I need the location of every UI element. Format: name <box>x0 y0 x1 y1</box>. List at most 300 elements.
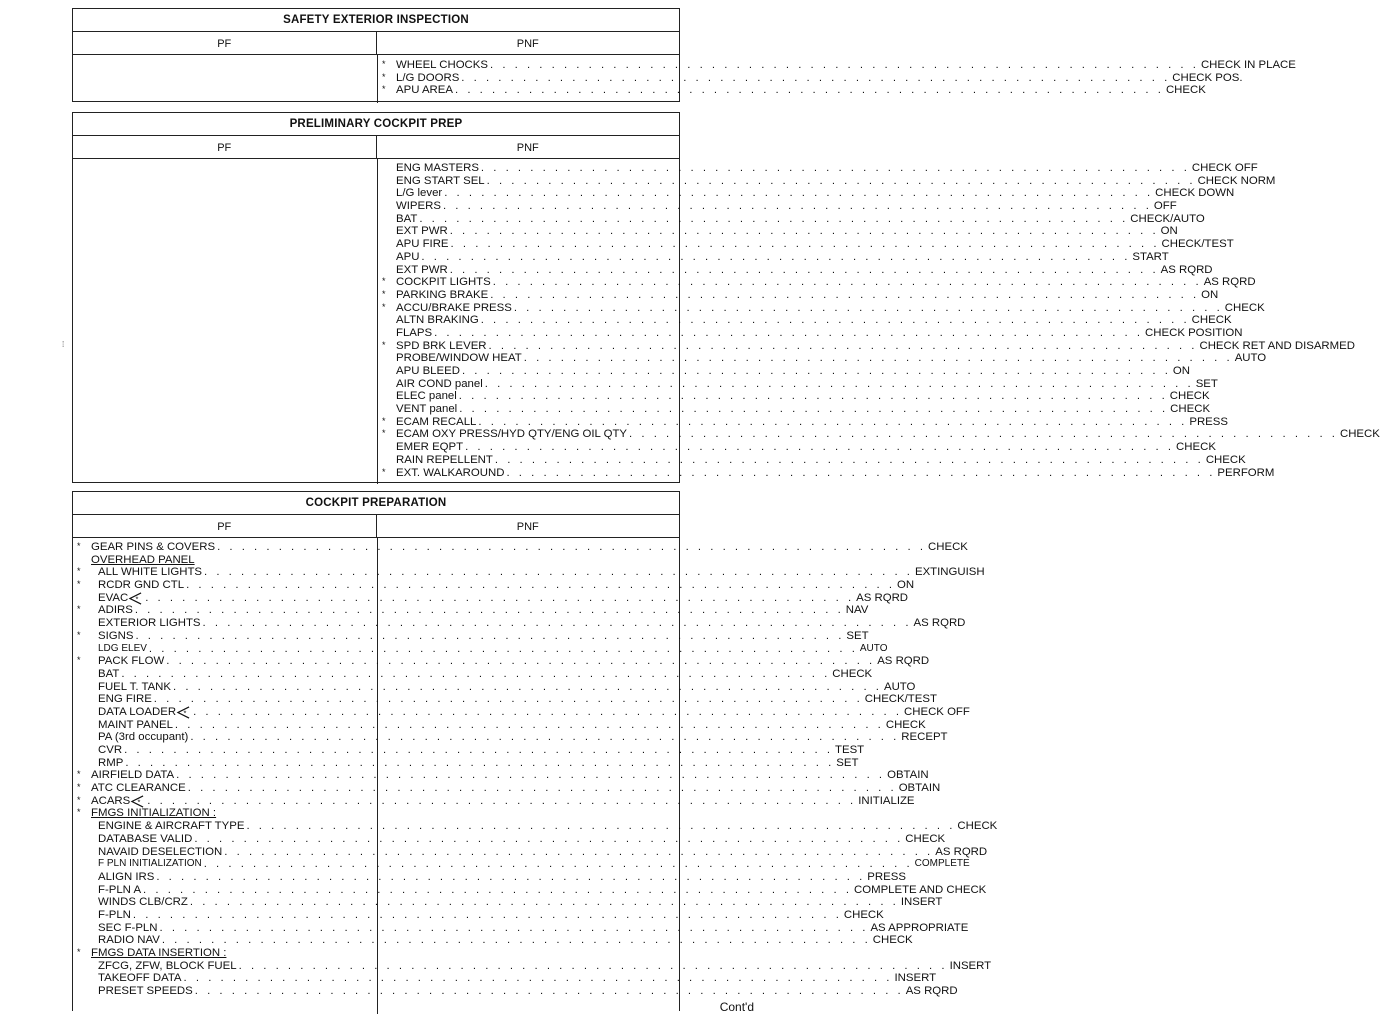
margin-mark: ⁞ <box>62 340 65 349</box>
checklist-item-label: FLAPS <box>396 326 433 339</box>
checklist-item-value: COMPLETE AND CHECK <box>854 883 987 896</box>
leader-dots: . . . . . . . . . . . . . . . . . . . . . . . . . . . . . . . . . . . . . . . . . . . . . . . . . . . . . . . . . . <box>461 365 1171 377</box>
checklist-item-label: L/G DOORS <box>396 71 460 84</box>
leader-dots: . . . . . . . . . . . . . . . . . . . . . . . . . . . . . . . . . . . . . . . . . . . . . . . . . . . . . . . . . . <box>629 428 1338 441</box>
leader-dots: . . . . . . . . . . . . . . . . . . . . . . . . . . . . . . . . . . . . . . . . . . . . . . . . . . . . . . . . . . <box>442 200 1152 213</box>
checklist-item-value: PRESS <box>1189 415 1228 428</box>
checklist-item-value: CHECK DOWN <box>1155 187 1235 200</box>
checklist-item-label: ELEC panel <box>396 390 457 403</box>
checklist-item-value: CHECK <box>832 667 873 680</box>
pnf-checklist <box>378 162 1380 479</box>
checklist-item-label: F-PLN A <box>98 883 142 896</box>
leader-dots: . . . . . . . . . . . . . . . . . . . . . . . . . . . . . . . . . . . . . . . . . . . . . . . . . . . . . . . . . . <box>187 782 897 795</box>
checklist-item-label: ALIGN IRS <box>98 870 155 883</box>
checklist-item-value: AS RQRD <box>856 591 909 604</box>
checklist-item-label: EXT PWR <box>396 225 448 238</box>
checklist-item-value: CHECK <box>1165 84 1206 97</box>
checklist-item-label: AIR COND panel <box>396 377 483 390</box>
checklist-row <box>73 845 988 859</box>
checklist-row <box>73 705 970 719</box>
checklist-item-label: ALL WHITE LIGHTS <box>98 566 203 579</box>
checklist-row <box>73 680 916 694</box>
checklist-item-label: TAKEOFF DATA <box>98 972 182 985</box>
checklist-row <box>73 566 985 579</box>
checklist-item-label: PA (3rd occupant) <box>98 731 189 744</box>
checklist-row <box>378 250 1169 264</box>
pnf-header: PNF <box>516 521 539 533</box>
checklist-item-value: CHECK <box>1339 428 1380 441</box>
checklist-row <box>73 794 915 808</box>
leader-dots: . . . . . . . . . . . . . . . . . . . . . . . . . . . . . . . . . . . . . . . . . . . . . . . . . . . . . . . . . . <box>202 617 912 630</box>
checklist-item-value: INSERT <box>949 959 992 972</box>
checklist-item-value: CHECK/TEST <box>1161 238 1234 251</box>
change-marker-icon <box>129 592 142 605</box>
checklist-item-label: NAVAID DESELECTION <box>98 845 223 858</box>
checklist-row <box>73 820 998 833</box>
checklist-row <box>73 782 941 795</box>
checklist-row <box>73 959 992 973</box>
leader-dots: . . . . . . . . . . . . . . . . . . . . . . . . . . . . . . . . . . . . . . . . . . . . . . . . . . . . . . . . . . <box>173 680 882 693</box>
leader-dots: . . . . . . . . . . . . . . . . . . . . . . . . . . . . . . . . . . . . . . . . . . . . . . . . . . . . . . . . . . <box>444 187 1154 200</box>
star-marker: * <box>77 769 81 780</box>
leader-dots: . . . . . . . . . . . . . . . . . . . . . . . . . . . . . . . . . . . . . . . . . . . . . . . . . . . . . . . . . . <box>147 794 857 807</box>
checklist-row <box>73 883 987 897</box>
star-marker: * <box>382 288 386 299</box>
checklist-item-label: PRESET SPEEDS <box>98 985 193 998</box>
star-marker: * <box>382 339 386 350</box>
checklist-item-label: WINDS CLB/CRZ <box>98 896 188 909</box>
checklist-row <box>378 339 1355 353</box>
leader-dots: . . . . . . . . . . . . . . . . . . . . . . . . . . . . . . . . . . . . . . . . . . . . . . . . . . . . . . . . . . <box>492 276 1202 289</box>
star-marker: * <box>77 807 81 818</box>
change-marker-icon <box>177 706 190 719</box>
leader-dots: . . . . . . . . . . . . . . . . . . . . . . . . . . . . . . . . . . . . . . . . . . . . . . . . . . . . . . . . . . <box>145 591 855 604</box>
leader-dots: . . . . . . . . . . . . . . . . . . . . . . . . . . . . . . . . . . . . . . . . . . . . . . . . . . . . . . . . . . <box>193 705 903 718</box>
safety-exterior-inspection-section <box>72 8 1296 102</box>
checklist-item-label: APU <box>396 250 420 263</box>
column-header-row <box>73 515 679 538</box>
checklist-row <box>378 238 1234 251</box>
leader-dots: . . . . . . . . . . . . . . . . . . . . . . . . . . . . . . . . . . . . . . . . . . . . . . . . . . . . . . . . . . <box>450 238 1160 251</box>
checklist-row <box>378 301 1265 315</box>
checklist-item-label: LDG ELEV <box>98 642 147 654</box>
pf-column <box>73 55 378 103</box>
checklist-item-label: ECAM OXY PRESS/HYD QTY/ENG OIL QTY <box>396 428 628 441</box>
leader-dots: . . . . . . . . . . . . . . . . . . . . . . . . . . . . . . . . . . . . . . . . . . . . . . . . . . . . . . . . . . <box>419 212 1129 225</box>
section-title: PRELIMINARY COCKPIT PREP <box>73 113 679 136</box>
checklist-row <box>73 591 909 605</box>
checklist-row <box>378 326 1243 340</box>
checklist-item-label: APU FIRE <box>396 238 449 251</box>
checklist-row <box>378 212 1205 226</box>
svg-text:*: * <box>135 594 139 604</box>
checklist-item-value: ON <box>1201 288 1219 301</box>
checklist-item-value: AUTO <box>859 642 888 654</box>
checklist-item-value: PERFORM <box>1217 466 1275 479</box>
star-marker: * <box>382 466 386 477</box>
checklist-item-label: SIGNS <box>98 629 134 642</box>
checklist-item-label: ATC CLEARANCE <box>91 782 186 795</box>
checklist-item-value: SET <box>836 756 859 769</box>
leader-dots: . . . . . . . . . . . . . . . . . . . . . . . . . . . . . . . . . . . . . . . . . . . . . . . . . . . . . . . . . . <box>174 718 884 731</box>
leader-dots: . . . . . . . . . . . . . . . . . . . . . . . . . . . . . . . . . . . . . . . . . . . . . . . . . . . . . . . . . . <box>246 820 956 833</box>
checklist-item-label: PROBE/WINDOW HEAT <box>396 352 522 365</box>
checklist-row <box>73 617 966 630</box>
leader-dots: . . . . . . . . . . . . . . . . . . . . . . . . . . . . . . . . . . . . . . . . . . . . . . . . . . . . . . . . . . <box>153 693 863 706</box>
checklist-item-value: CHECK OFF <box>1191 162 1258 174</box>
leader-dots: . . . . . . . . . . . . . . . . . . . . . . . . . . . . . . . . . . . . . . . . . . . . . . . . . . . . . . . . . . <box>124 744 834 756</box>
leader-dots: . . . . . . . . . . . . . . . . . . . . . . . . . . . . . . . . . . . . . . . . . . . . . . . . . . . . . . . . . . <box>203 858 913 871</box>
leader-dots: . . . . . . . . . . . . . . . . . . . . . . . . . . . . . . . . . . . . . . . . . . . . . . . . . . . . . . . . . . <box>194 832 904 845</box>
checklist-item-label: EMER EQPT <box>396 441 464 454</box>
checklist-item-label: SPD BRK LEVER <box>396 339 487 352</box>
leader-dots: . . . . . . . . . . . . . . . . . . . . . . . . . . . . . . . . . . . . . . . . . . . . . . . . . . . . . . . . . . <box>134 604 844 617</box>
checklist-item-label: PACK FLOW <box>98 655 165 668</box>
checklist-row <box>73 896 943 909</box>
checklist-item-value: CHECK <box>905 832 946 845</box>
checklist-row <box>378 352 1267 365</box>
checklist-item-label: EXTERIOR LIGHTS <box>98 617 201 630</box>
checklist-item-value: AS APPROPRIATE <box>870 921 969 934</box>
checklist-item-label: VENT panel <box>396 403 458 416</box>
star-marker: * <box>382 84 386 95</box>
checklist-item-value: TEST <box>835 744 865 756</box>
checklist-row <box>73 693 937 706</box>
checklist-item-value: AS RQRD <box>1203 276 1256 289</box>
checklist-item-value: EXTINGUISH <box>914 566 985 579</box>
checklist-row <box>73 870 906 884</box>
leader-dots: . . . . . . . . . . . . . . . . . . . . . . . . . . . . . . . . . . . . . . . . . . . . . . . . . . . . . . . . . . <box>135 629 845 642</box>
star-marker: * <box>77 629 81 640</box>
leader-dots: . . . . . . . . . . . . . . . . . . . . . . . . . . . . . . . . . . . . . . . . . . . . . . . . . . . . . . . . . . <box>190 731 900 744</box>
leader-dots: . . . . . . . . . . . . . . . . . . . . . . . . . . . . . . . . . . . . . . . . . . . . . . . . . . . . . . . . . . <box>204 566 913 579</box>
checklist-item-value: INSERT <box>900 896 943 909</box>
checklist-item-value: AUTO <box>1234 352 1267 365</box>
pnf-column <box>378 159 1380 484</box>
checklist-item-value: ON <box>897 579 915 592</box>
pnf-column <box>378 538 679 1014</box>
checklist-row <box>73 579 915 592</box>
checklist-row <box>378 84 1206 97</box>
checklist-row <box>73 756 859 770</box>
checklist-item-label: FMGS DATA INSERTION : <box>91 947 227 959</box>
checklist-item-label: FUEL T. TANK <box>98 680 172 693</box>
checklist-item-value: CHECK <box>1169 390 1210 403</box>
checklist-item-label: RCDR GND CTL <box>98 579 185 592</box>
section-title: COCKPIT PREPARATION <box>73 492 679 515</box>
checklist-item-value: NAV <box>845 604 869 617</box>
checklist-item-label: ENG FIRE <box>98 693 152 706</box>
star-marker: * <box>382 276 386 287</box>
leader-dots: . . . . . . . . . . . . . . . . . . . . . . . . . . . . . . . . . . . . . . . . . . . . . . . . . . . . . . . . . . <box>224 845 934 858</box>
leader-dots: . . . . . . . . . . . . . . . . . . . . . . . . . . . . . . . . . . . . . . . . . . . . . . . . . . . . . . . . . . <box>176 769 886 782</box>
pnf-checklist <box>378 59 1296 97</box>
leader-dots: . . . . . . . . . . . . . . . . . . . . . . . . . . . . . . . . . . . . . . . . . . . . . . . . . . . . . . . . . . <box>143 883 852 896</box>
checklist-row <box>73 908 884 922</box>
checklist-item-value: CHECK POSITION <box>1145 326 1243 339</box>
checklist-item-value: COMPLETE <box>914 858 970 870</box>
checklist-item-value: PRESS <box>867 870 906 883</box>
checklist-item-label: CVR <box>98 744 123 756</box>
checklist-row <box>378 162 1258 175</box>
checklist-row <box>378 314 1232 327</box>
leader-dots: . . . . . . . . . . . . . . . . . . . . . . . . . . . . . . . . . . . . . . . . . . . . . . . . . . . . . . . . . . <box>217 541 927 553</box>
star-marker: * <box>77 947 81 957</box>
checklist-item-value: CHECK <box>843 908 884 921</box>
checklist-row <box>73 934 913 947</box>
checklist-item-value: ON <box>1160 225 1178 238</box>
leader-dots: . . . . . . . . . . . . . . . . . . . . . . . . . . . . . . . . . . . . . . . . . . . . . . . . . . . . . . . . . . <box>125 756 835 769</box>
checklist-item-value: AUTO <box>883 680 916 693</box>
leader-dots: . . . . . . . . . . . . . . . . . . . . . . . . . . . . . . . . . . . . . . . . . . . . . . . . . . . . . . . . . . <box>194 985 904 998</box>
leader-dots: . . . . . . . . . . . . . . . . . . . . . . . . . . . . . . . . . . . . . . . . . . . . . . . . . . . . . . . . . . <box>454 84 1164 97</box>
checklist-row <box>378 276 1256 289</box>
checklist-item-label: COCKPIT LIGHTS <box>396 276 491 289</box>
leader-dots: . . . . . . . . . . . . . . . . . . . . . . . . . . . . . . . . . . . . . . . . . . . . . . . . . . . . . . . . . . <box>465 441 1175 454</box>
leader-dots: . . . . . . . . . . . . . . . . . . . . . . . . . . . . . . . . . . . . . . . . . . . . . . . . . . . . . . . . . . <box>148 642 858 655</box>
checklist-row <box>378 187 1235 200</box>
checklist-item-value: SET <box>846 629 869 642</box>
pf-header: PF <box>73 136 377 158</box>
leader-dots: . . . . . . . . . . . . . . . . . . . . . . . . . . . . . . . . . . . . . . . . . . . . . . . . . . . . . . . . . . <box>523 352 1233 365</box>
checklist-item-label: GEAR PINS & COVERS <box>91 541 216 553</box>
leader-dots: . . . . . . . . . . . . . . . . . . . . . . . . . . . . . . . . . . . . . . . . . . . . . . . . . . . . . . . . . . <box>458 390 1168 403</box>
checklist-item-label: F PLN INITIALIZATION <box>98 858 202 870</box>
checklist-item-value: ON <box>1172 365 1190 377</box>
leader-dots: . . . . . . . . . . . . . . . . . . . . . . . . . . . . . . . . . . . . . . . . . . . . . . . . . . . . . . . . . . <box>489 59 1199 71</box>
checklist-row <box>73 604 869 617</box>
checklist-item-label: DATABASE VALID <box>98 832 193 845</box>
checklist-item-value: CHECK RET AND DISARMED <box>1199 339 1355 352</box>
checklist-item-label: ADIRS <box>98 604 133 617</box>
checklist-row <box>378 403 1211 416</box>
leader-dots: . . . . . . . . . . . . . . . . . . . . . . . . . . . . . . . . . . . . . . . . . . . . . . . . . . . . . . . . . . <box>183 972 893 985</box>
checklist-item-label: ACCU/BRAKE PRESS <box>396 301 512 314</box>
leader-dots: . . . . . . . . . . . . . . . . . . . . . . . . . . . . . . . . . . . . . . . . . . . . . . . . . . . . . . . . . . <box>494 453 1204 466</box>
star-marker: * <box>77 782 81 793</box>
leader-dots: . . . . . . . . . . . . . . . . . . . . . . . . . . . . . . . . . . . . . . . . . . . . . . . . . . . . . . . . . . <box>159 921 869 934</box>
checklist-row <box>73 921 969 935</box>
checklist-item-label: RMP <box>98 756 124 769</box>
checklist-row <box>73 731 948 744</box>
leader-dots: . . . . . . . . . . . . . . . . . . . . . . . . . . . . . . . . . . . . . . . . . . . . . . . . . . . . . . . . . . <box>166 655 876 668</box>
checklist-row <box>378 390 1210 403</box>
checklist-item-label: MAINT PANEL <box>98 718 173 731</box>
checklist-row <box>378 263 1213 277</box>
leader-dots: . . . . . . . . . . . . . . . . . . . . . . . . . . . . . . . . . . . . . . . . . . . . . . . . . . . . . . . . . . <box>132 908 842 921</box>
star-marker: * <box>77 566 81 577</box>
continued-label: Cont'd <box>719 1000 754 1014</box>
checklist-item-value: CHECK <box>1224 301 1265 314</box>
leader-dots: . . . . . . . . . . . . . . . . . . . . . . . . . . . . . . . . . . . . . . . . . . . . . . . . . . . . . . . . . . <box>490 288 1200 301</box>
checklist-row <box>378 453 1246 467</box>
checklist-item-label: BAT <box>98 667 120 680</box>
pnf-header: PNF <box>516 38 539 50</box>
checklist-row <box>73 655 930 668</box>
leader-dots: . . . . . . . . . . . . . . . . . . . . . . . . . . . . . . . . . . . . . . . . . . . . . . . . . . . . . . . . . . <box>488 339 1198 352</box>
checklist-item-value: AS RQRD <box>935 845 988 858</box>
checklist-item-label: ECAM RECALL <box>396 415 477 428</box>
checklist-item-label: ALTN BRAKING <box>396 314 479 327</box>
leader-dots: . . . . . . . . . . . . . . . . . . . . . . . . . . . . . . . . . . . . . . . . . . . . . . . . . . . . . . . . . . <box>478 415 1188 428</box>
checklist-item-value: OFF <box>1153 200 1177 213</box>
checklist-item-value: CHECK POS. <box>1172 71 1243 84</box>
leader-dots: . . . . . . . . . . . . . . . . . . . . . . . . . . . . . . . . . . . . . . . . . . . . . . . . . . . . . . . . . . <box>480 162 1190 174</box>
checklist-item-value: OBTAIN <box>887 769 929 782</box>
checklist-item-value: START <box>1132 250 1169 263</box>
pf-column <box>73 159 378 484</box>
checklist-row <box>378 365 1190 378</box>
checklist-row <box>73 667 873 681</box>
checklist-item-label: AIRFIELD DATA <box>91 769 175 782</box>
checklist-item-value: AS RQRD <box>905 985 958 998</box>
checklist-item-label: ENGINE & AIRCRAFT TYPE <box>98 820 245 833</box>
column-header-row <box>73 32 679 55</box>
star-marker: * <box>382 428 386 439</box>
checklist-row <box>378 428 1380 441</box>
star-marker: * <box>77 604 81 615</box>
checklist-item-label: PARKING BRAKE <box>396 288 489 301</box>
star-marker: * <box>382 71 386 82</box>
preliminary-cockpit-prep-section <box>72 112 1380 483</box>
checklist-row <box>378 200 1177 213</box>
section-title: SAFETY EXTERIOR INSPECTION <box>73 9 679 32</box>
checklist-item-value: CHECK OFF <box>904 705 970 718</box>
pf-header: PF <box>73 515 377 537</box>
checklist-item-label: WIPERS <box>396 200 441 213</box>
leader-dots: . . . . . . . . . . . . . . . . . . . . . . . . . . . . . . . . . . . . . . . . . . . . . . . . . . . . . . . . . . <box>449 263 1159 276</box>
checklist-item-value: CHECK <box>1191 314 1232 327</box>
leader-dots: . . . . . . . . . . . . . . . . . . . . . . . . . . . . . . . . . . . . . . . . . . . . . . . . . . . . . . . . . . <box>434 326 1144 339</box>
checklist-row <box>73 947 377 960</box>
leader-dots: . . . . . . . . . . . . . . . . . . . . . . . . . . . . . . . . . . . . . . . . . . . . . . . . . . . . . . . . . . <box>506 466 1216 479</box>
leader-dots: . . . . . . . . . . . . . . . . . . . . . . . . . . . . . . . . . . . . . . . . . . . . . . . . . . . . . . . . . . <box>449 225 1159 238</box>
svg-text:*: * <box>137 797 141 807</box>
checklist-item-value: CHECK IN PLACE <box>1200 59 1296 71</box>
leader-dots: . . . . . . . . . . . . . . . . . . . . . . . . . . . . . . . . . . . . . . . . . . . . . . . . . . . . . . . . . . <box>156 870 866 883</box>
change-marker-icon <box>131 795 144 808</box>
checklist-row <box>378 71 1243 85</box>
checklist-item-value: CHECK/TEST <box>864 693 937 706</box>
checklist-item-label: F-PLN <box>98 908 131 921</box>
checklist-item-label: RAIN REPELLENT <box>396 453 493 466</box>
checklist-item-label: BAT <box>396 212 418 225</box>
checklist-item-value: RECEPT <box>901 731 948 744</box>
checklist-item-label: APU AREA <box>396 84 453 97</box>
checklist-item-label: RADIO NAV <box>98 934 160 947</box>
leader-dots: . . . . . . . . . . . . . . . . . . . . . . . . . . . . . . . . . . . . . . . . . . . . . . . . . . . . . . . . . . <box>186 579 896 592</box>
leader-dots: . . . . . . . . . . . . . . . . . . . . . . . . . . . . . . . . . . . . . . . . . . . . . . . . . . . . . . . . . . <box>238 959 948 972</box>
leader-dots: . . . . . . . . . . . . . . . . . . . . . . . . . . . . . . . . . . . . . . . . . . . . . . . . . . . . . . . . . . <box>459 403 1169 416</box>
leader-dots: . . . . . . . . . . . . . . . . . . . . . . . . . . . . . . . . . . . . . . . . . . . . . . . . . . . . . . . . . . <box>513 301 1223 314</box>
checklist-item-value: CHECK NORM <box>1197 174 1276 187</box>
checklist-row <box>73 832 946 846</box>
checklist-item-label: ENG START SEL <box>396 174 485 187</box>
checklist-row <box>73 858 970 871</box>
pnf-header: PNF <box>516 142 539 154</box>
checklist-item-value: CHECK <box>885 718 926 731</box>
checklist-row <box>73 541 968 554</box>
star-marker: * <box>77 541 81 551</box>
star-marker: * <box>77 794 81 805</box>
checklist-item-value: CHECK <box>928 541 968 553</box>
checklist-item-value: AS RQRD <box>877 655 930 668</box>
checklist-item-label: EVAC <box>98 591 129 604</box>
checklist-row <box>378 441 1216 454</box>
pf-checklist <box>73 541 998 998</box>
checklist-row <box>73 744 865 757</box>
checklist-item-label: APU BLEED <box>396 365 460 377</box>
pnf-column <box>378 55 1296 103</box>
leader-dots: . . . . . . . . . . . . . . . . . . . . . . . . . . . . . . . . . . . . . . . . . . . . . . . . . . . . . . . . . . <box>161 934 871 947</box>
leader-dots: . . . . . . . . . . . . . . . . . . . . . . . . . . . . . . . . . . . . . . . . . . . . . . . . . . . . . . . . . . <box>461 71 1171 84</box>
star-marker: * <box>77 655 81 666</box>
star-marker: * <box>77 579 81 590</box>
checklist-item-label: FMGS INITIALIZATION : <box>91 807 217 820</box>
checklist-row <box>378 415 1228 429</box>
checklist-item-value: CHECK <box>957 820 998 833</box>
checklist-item-value: INITIALIZE <box>858 794 915 807</box>
checklist-row <box>378 225 1178 238</box>
checklist-item-value: CHECK <box>1170 403 1211 416</box>
checklist-item-label: OVERHEAD PANEL <box>91 553 195 566</box>
checklist-row <box>378 377 1218 391</box>
leader-dots: . . . . . . . . . . . . . . . . . . . . . . . . . . . . . . . . . . . . . . . . . . . . . . . . . . . . . . . . . . <box>486 174 1196 187</box>
checklist-item-label: SEC F-PLN <box>98 921 158 934</box>
checklist-item-label: ENG MASTERS <box>396 162 479 174</box>
pf-header: PF <box>73 32 377 54</box>
leader-dots: . . . . . . . . . . . . . . . . . . . . . . . . . . . . . . . . . . . . . . . . . . . . . . . . . . . . . . . . . . <box>121 667 831 680</box>
checklist-row <box>378 288 1219 302</box>
checklist-row <box>73 972 937 985</box>
checklist-row <box>73 629 869 643</box>
section-body <box>73 55 1296 103</box>
checklist-item-label: ZFCG, ZFW, BLOCK FUEL <box>98 959 237 972</box>
checklist-item-value: OBTAIN <box>898 782 941 795</box>
leader-dots: . . . . . . . . . . . . . . . . . . . . . . . . . . . . . . . . . . . . . . . . . . . . . . . . . . . . . . . . . . <box>189 896 899 909</box>
leader-dots: . . . . . . . . . . . . . . . . . . . . . . . . . . . . . . . . . . . . . . . . . . . . . . . . . . . . . . . . . . <box>484 377 1194 390</box>
checklist-item-value: CHECK <box>872 934 913 947</box>
checklist-item-label: EXT. WALKAROUND <box>396 466 505 479</box>
column-header-row <box>73 136 679 159</box>
checklist-row <box>73 642 888 656</box>
svg-text:*: * <box>183 708 187 718</box>
checklist-item-value: SET <box>1195 377 1218 390</box>
checklist-item-value: CHECK/AUTO <box>1130 212 1205 225</box>
checklist-row <box>378 174 1276 188</box>
checklist-row <box>73 554 377 567</box>
checklist-item-label: EXT PWR <box>396 263 448 276</box>
checklist-item-value: CHECK <box>1205 453 1246 466</box>
checklist-row <box>73 807 377 820</box>
checklist-row <box>73 985 958 998</box>
star-marker: * <box>382 301 386 312</box>
checklist-row <box>73 769 929 782</box>
checklist-item-value: AS RQRD <box>1160 263 1213 276</box>
checklist-row <box>378 59 1296 72</box>
checklist-row <box>73 718 926 732</box>
checklist-item-value: INSERT <box>894 972 937 985</box>
checklist-item-label: DATA LOADER <box>98 705 177 718</box>
checklist-item-label: ACARS <box>91 794 131 807</box>
star-marker: * <box>382 415 386 426</box>
leader-dots: . . . . . . . . . . . . . . . . . . . . . . . . . . . . . . . . . . . . . . . . . . . . . . . . . . . . . . . . . . <box>421 250 1131 263</box>
leader-dots: . . . . . . . . . . . . . . . . . . . . . . . . . . . . . . . . . . . . . . . . . . . . . . . . . . . . . . . . . . <box>480 314 1190 327</box>
checklist-row <box>378 466 1275 480</box>
checklist-item-value: CHECK <box>1176 441 1216 454</box>
checklist-item-label: WHEEL CHOCKS <box>396 59 488 71</box>
checklist-item-label: L/G lever <box>396 187 443 200</box>
